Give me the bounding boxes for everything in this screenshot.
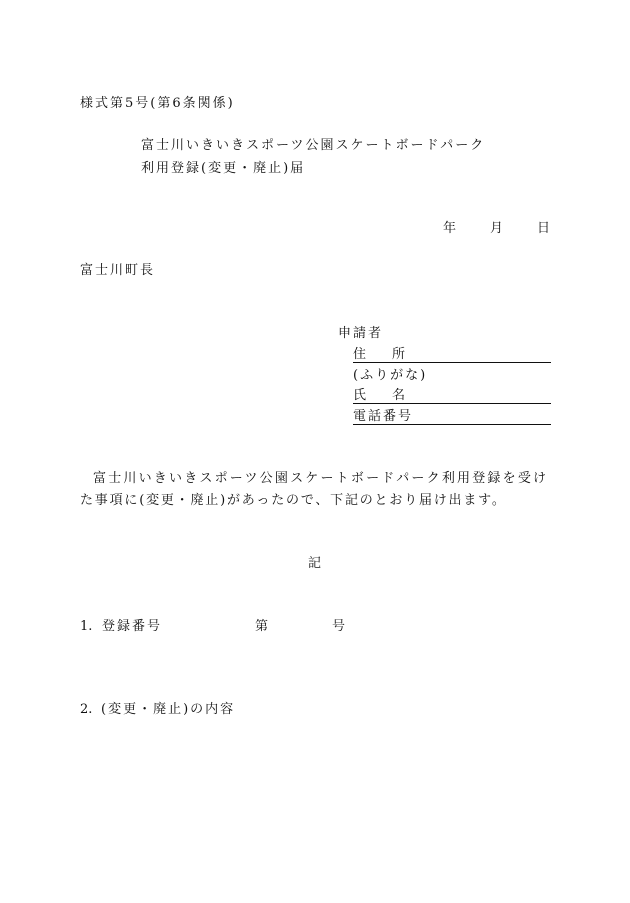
name-underline [353,403,551,404]
addressee: 富士川町長 [80,263,156,278]
furigana-label: (ふりがな) [353,368,428,383]
date-day-label: 日 [537,221,551,236]
item-1-dai: 第 [255,619,269,634]
item-1-go: 号 [332,619,346,634]
address-label: 住 所 [353,347,406,362]
item-1-label: 登録番号 [102,619,163,634]
ki-heading: 記 [308,556,322,571]
applicant-heading: 申請者 [338,326,384,341]
item-2-label: (変更・廃止)の内容 [101,702,236,717]
address-underline [353,362,551,363]
body-line-1: 富士川いきいきスポーツ公園スケートボードパーク利用登録を受け [93,471,549,486]
form-title-line2: 利用登録(変更・廃止)届 [141,161,306,176]
date-year-label: 年 [443,221,457,236]
name-label: 氏 名 [353,388,406,403]
body-line-2: た事項に(変更・廃止)があったので、下記のとおり届け出ます。 [80,493,507,508]
form-title-line1: 富士川いきいきスポーツ公園スケートボードパーク [141,138,486,153]
item-1-number: 1. [80,619,93,634]
item-2-number: 2. [80,702,93,717]
phone-underline [353,424,551,425]
date-month-label: 月 [490,221,504,236]
form-number: 様式第5号(第6条関係) [80,96,235,111]
phone-label: 電話番号 [353,409,414,424]
